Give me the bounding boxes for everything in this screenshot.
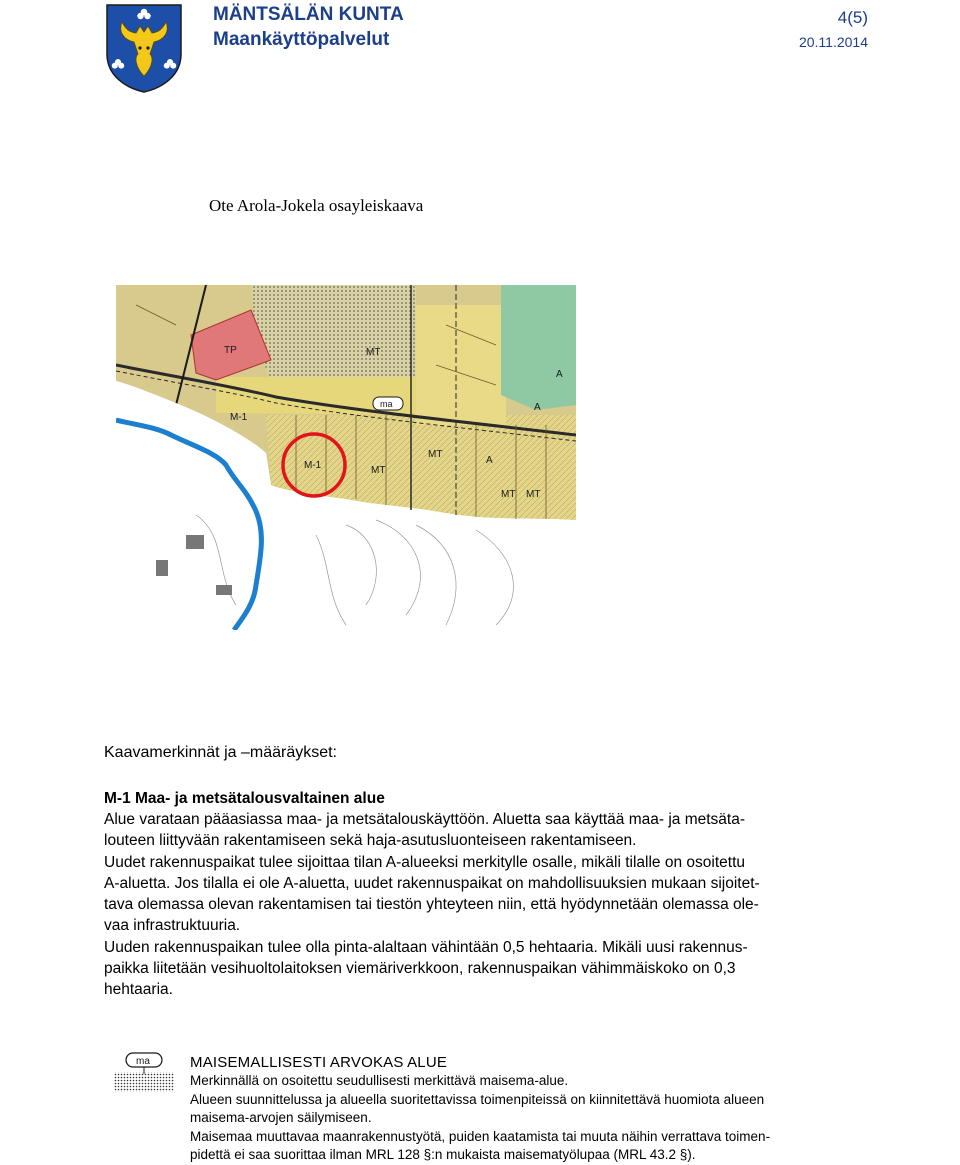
legend-symbol-label: ma (136, 1056, 150, 1067)
map-caption: Ote Arola-Jokela osayleiskaava (209, 196, 424, 215)
map-label-mt-1: MT (366, 347, 381, 358)
department-name: Maankäyttöpalvelut (213, 29, 390, 50)
map-label-a-1: A (486, 455, 493, 466)
legend-text (190, 1072, 870, 1165)
zoning-map (116, 285, 576, 630)
map-label-m1-left: M-1 (230, 412, 248, 423)
regulation-line: Uudet rakennuspaikat tulee sijoittaa tilan A-alueeksi merkitylle osalle, mikäli tilalle on osoitettu (104, 853, 745, 871)
regulation-line: Alue varataan pääasiassa maa- ja metsätalouskäyttöön. Aluetta saa käyttää maa- ja metsäta- (104, 811, 746, 828)
regulation-line: louteen liittyvään rakentamiseen sekä haja-asutusluonteiseen rakentamiseen. (104, 832, 637, 850)
municipality-crest (104, 2, 184, 94)
regulation-line: paikka liitetään vesihuoltolaitoksen viemäriverkkoon, rakennuspaikan vähimmäiskoko on 0,3 (104, 960, 736, 978)
map-label-m1: M-1 (304, 460, 322, 471)
legend-title: MAISEMALLISESTI ARVOKAS ALUE (190, 1054, 448, 1071)
legend-line: Maisemaa muuttavaa maanrakennustyötä, puiden kaatamista tai muuta näihin verrattava toimen- (190, 1128, 771, 1144)
regulation-line: A-aluetta. Jos tilalla ei ole A-aluetta, uudet rakennuspaikat on mahdollisuuksien mukaan sijoitet- (104, 874, 760, 892)
map-label-mt-4: MT (501, 489, 516, 500)
regulation-line: tava olemassa olevan rakentamisen tai tiestön yhteyteen niin, että hyödynnetään olemassa ole- (104, 896, 759, 914)
regulation-line: vaa infrastruktuuria. (104, 917, 241, 935)
page-number: 4(5) (837, 8, 868, 27)
legend-line: Alueen suunnittelussa ja alueella suoritettavissa toimenpiteissä on kiinnitettävä huomiota alueen (190, 1091, 765, 1107)
regulation-line: Uuden rakennuspaikan tulee olla pinta-alaltaan vähintään 0,5 hehtaaria. Mikäli uusi rakennus- (104, 938, 748, 956)
legend-line: Merkinnällä on osoitettu seudullisesti merkittävä maisema-alue. (190, 1073, 569, 1088)
legend-line: pidettä ei saa suorittaa ilman MRL 128 §:n mukaista maisematyölupaa (MRL 43.2 §). (190, 1147, 696, 1163)
regulation-line: hehtaaria. (104, 981, 173, 999)
map-label-mt-2: MT (371, 465, 386, 476)
organization-name: MÄNTSÄLÄN KUNTA (213, 4, 404, 25)
zone-title: M-1 Maa- ja metsätalousvaltainen alue (104, 790, 385, 807)
map-label-a-2: A (534, 402, 541, 413)
map-label-ma: ma (380, 399, 393, 409)
document-date: 20.11.2014 (798, 34, 868, 50)
regulation-text (104, 809, 874, 1001)
regulations-heading: Kaavamerkinnät ja –määräykset: (104, 744, 337, 761)
map-label-mt-5: MT (526, 489, 541, 500)
landscape-area-symbol (114, 1052, 174, 1096)
map-label-tp: TP (224, 345, 237, 356)
map-label-mt-3: MT (428, 449, 443, 460)
legend-line: maisema-arvojen säilymiseen. (190, 1110, 372, 1126)
map-label-a-3: A (556, 369, 563, 380)
